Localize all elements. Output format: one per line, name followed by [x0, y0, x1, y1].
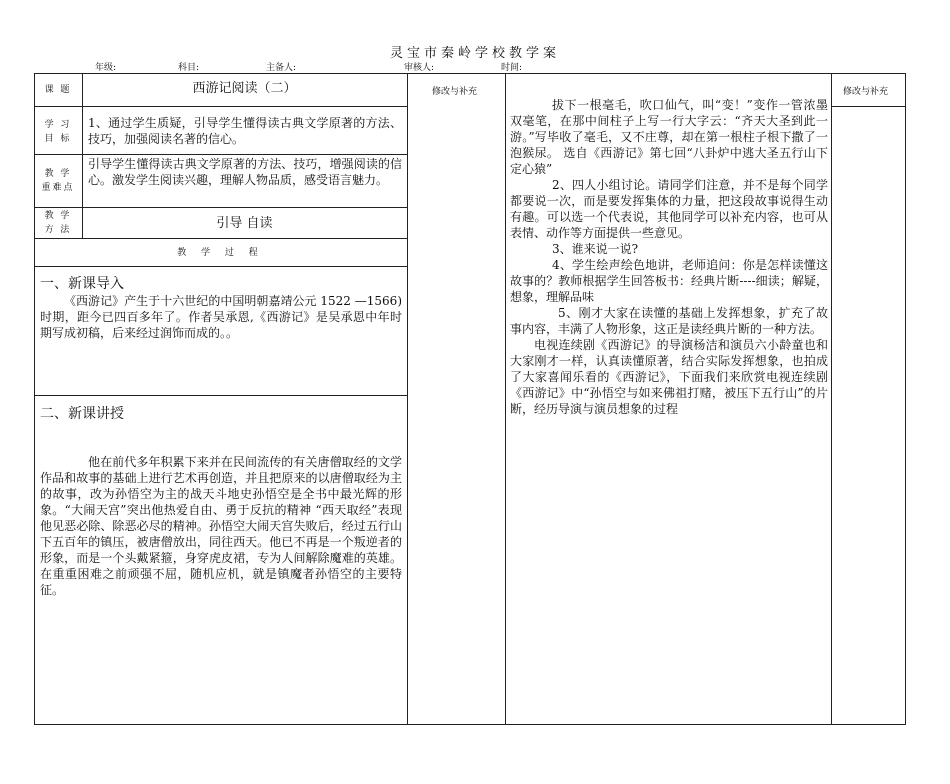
right-content	[510, 97, 828, 417]
step-4-retelling: 4、学生绘声绘色地讲，老师追问：你是怎样读懂这故事的？教师根据学生回答板书：经典片断----细读；解疑，想象，理解品味	[510, 258, 828, 304]
keypoints-label: 教 学 重难点	[41, 169, 75, 193]
step-2-discussion: 2、四人小组讨论。请同学们注意，并不是每个同学都要说一次，而是要发挥集体的力量，把这段故事说得生动有趣。可以选一个代表说，其他同学可以补充内容，也可从表情、动作等方面提供一些意见。	[510, 178, 828, 240]
tv-series-paragraph: 电视连续剧《西游记》的导演杨洁和演员六小龄童也和大家刚才一样，认真读懂原著，结合实际发挥想象，也拍成了大家喜闻乐看的《西游记》，下面我们来欣赏电视连续剧《西游记》中“孙悟空与如来佛祖打赌，被压下五行山”的片断，经历导演与演员想象的过程	[510, 338, 828, 416]
row-divider	[34, 266, 407, 267]
row-divider	[34, 207, 407, 208]
right-notes-label: 修改与补充	[843, 87, 889, 97]
page-title: 灵宝市秦岭学校教学案	[389, 46, 560, 61]
method-label: 教 学 方 法	[44, 211, 72, 235]
right-notes-header-divider	[831, 106, 906, 107]
section-lecture-heading: 二、新课讲授	[40, 406, 124, 422]
lead-preparer-label: 主备人:	[266, 63, 297, 73]
keypoints-value: 引导学生懂得读古典文学原著的方法、技巧，增强阅读的信心。激发学生阅读兴趣，理解人物品质，感受语言魅力。	[88, 157, 402, 187]
right-notes-divider	[831, 73, 832, 725]
label-column-divider	[82, 73, 83, 238]
topic-value: 西游记阅读（二）	[192, 81, 297, 96]
section-intro-heading: 一、新课导入	[40, 276, 124, 292]
left-notes-label: 修改与补充	[432, 87, 478, 97]
method-value: 引导 自读	[216, 216, 273, 231]
goals-value: 1、通过学生质疑，引导学生懂得读古典文学原著的方法、技巧，加强阅读名著的信心。	[88, 116, 402, 146]
time-label: 时间:	[501, 63, 523, 73]
subject-label: 科目:	[178, 63, 200, 73]
process-label: 教 学 过 程	[177, 248, 264, 258]
reviewer-label: 审核人:	[404, 63, 435, 73]
step-3-prompt: 3、谁来说一说?	[552, 242, 639, 256]
row-divider	[34, 154, 407, 155]
section-intro-text: 《西游记》产生于十六世纪的中国明朝嘉靖公元 1522 —1566)时期，距今已四百多年了。作者吴承恩,《西游记》是吴承恩中年时期写成初稿，后来经过润饰而成的。。	[40, 294, 402, 340]
row-divider	[34, 395, 407, 396]
topic-label: 课 题	[44, 85, 72, 95]
row-divider	[34, 238, 407, 239]
row-divider	[34, 106, 407, 107]
left-notes-divider	[407, 73, 408, 725]
grade-label: 年级:	[95, 63, 117, 73]
story-excerpt: 拔下一根毫毛，吹口仙气，叫“变！”变作一管浓墨双毫笔，在那中间柱子上写一行大字云：“齐天大圣到此一游。”写毕收了毫毛，又不庄尊，却在第一根柱子根下撒了一泡猴尿。 选自《西游记》第七回“八卦炉中逃大圣五行山下定心猿”	[510, 98, 828, 176]
goals-label: 学 习 目 标	[44, 120, 72, 144]
step-5-imagination: 5、刚才大家在读懂的基础上发挥想象，扩充了故事内容，丰满了人物形象，这正是读经典片断的一种方法。	[510, 306, 828, 336]
section-lecture-text: 他在前代多年积累下来并在民间流传的有关唐僧取经的文学作品和故事的基础上进行艺术再创造，并且把原来的以唐僧取经为主的故事，改为孙悟空为主的战天斗地史孙悟空是全书中最光辉的形象。“大闹天宫”突出他热爱自由、勇于反抗的精神 “西天取经”表现他见恶必除、除恶必尽的精神。孙悟空大闹天宫失败后，经过五行山下五百年的镇压，被唐僧放出，同往西天。他已不再是一个叛逆者的形象，而是一个头戴紧箍，身穿虎皮裙，专为人间解除魔难的英雄。在重重困难之前顽强不屈，随机应机，就是镇魔者孙悟空的主要特征。	[40, 455, 402, 597]
